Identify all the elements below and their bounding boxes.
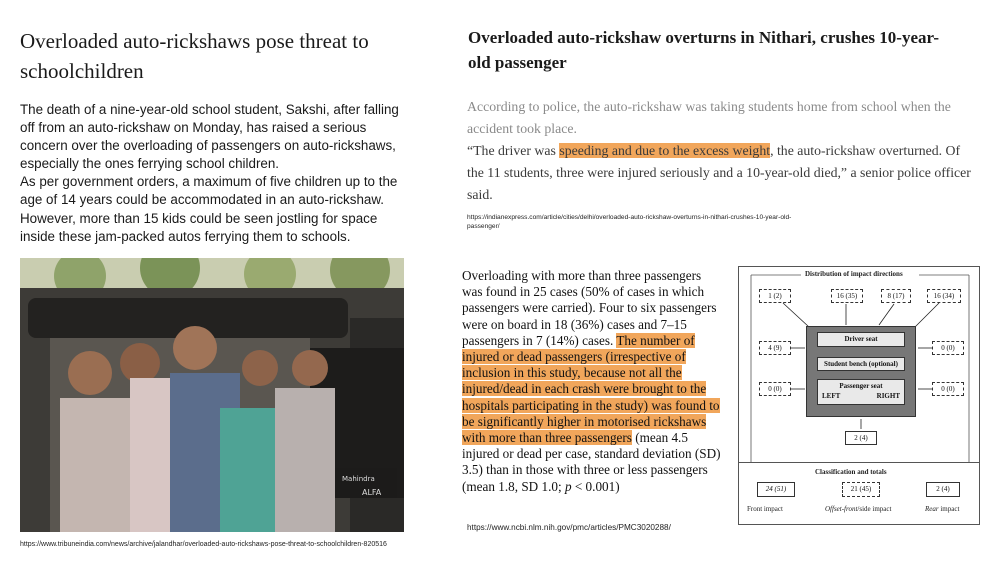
impact-box-top-2: 16 (35) [831, 289, 863, 303]
left-article-body [20, 101, 412, 246]
total-offset: 21 (45) [842, 482, 880, 497]
vehicle-outline [806, 326, 916, 417]
right-source-url[interactable]: https://indianexpress.com/article/cities/delhi/overloaded-auto-rickshaw-overturns-in-nithari-crushes-10-year-old-passenger/ [467, 214, 792, 230]
quote-block [467, 96, 977, 206]
impact-box-left-2: 0 (0) [759, 382, 791, 396]
study-highlight: The number of injured or dead passengers (irrespective of inclusion in this study, because not all the injured/dead in each crash were brought to the hospitals participating in the study) was found to be significantly higher in motorised rickshaws with more than three passengers [462, 332, 720, 446]
classification-title: Classification and totals [815, 468, 887, 476]
study-p-symbol: p [564, 478, 572, 494]
impact-box-top-3: 8 (17) [881, 289, 911, 303]
arrow-top-right [915, 303, 939, 327]
total-rear: 2 (4) [926, 482, 960, 497]
study-text-after-2: < 0.001) [571, 478, 620, 494]
study-paragraph [462, 268, 724, 495]
left-paragraph-1: The death of a nine-year-old school student, Sakshi, after falling off from an auto-rickshaw on Monday, has raised a serious concern over the overloading of passengers on auto-rickshaws, especially the ones ferrying school children. [20, 102, 399, 172]
offset-impact-label [825, 505, 891, 513]
driver-seat: Driver seat [817, 332, 905, 347]
front-impact-label: Front impact [747, 505, 783, 513]
impact-box-top-4: 16 (34) [927, 289, 961, 303]
rear-italic: Rear [925, 505, 939, 513]
impact-box-right-1: 0 (0) [932, 341, 964, 355]
diagram-divider [739, 462, 979, 463]
study-text-after-1: (mean 4.5 injured or dead per case, standard deviation (SD) 3.5) than in those with three or less passengers (mean 1.8, SD 1.0; [462, 430, 721, 494]
offset-rest: /side impact [857, 505, 892, 513]
right-headline: Overloaded auto-rickshaw overturns in Nithari, crushes 10-year-old passenger [468, 28, 940, 72]
arrow-top-2 [879, 304, 894, 325]
study-text-before: Overloading with more than three passengers was found in 25 cases (50% of cases in which passengers were carried). Four to six passengers were on board in 18 (36%) cases and 7–15 passengers in 7 (14%) cases. [462, 268, 717, 348]
impact-box-left-1: 4 (9) [759, 341, 791, 355]
impact-box-top-1: 1 (2) [759, 289, 791, 303]
rear-impact-label [925, 505, 959, 513]
offset-italic: Offset-front [825, 505, 858, 513]
arrow-top-left [783, 303, 809, 327]
student-bench: Student bench (optional) [817, 357, 905, 371]
total-front: 24 (51) [757, 482, 795, 497]
diagram-title: Distribution of impact directions [805, 270, 903, 278]
passenger-seat [817, 379, 905, 405]
rear-rest: impact [938, 505, 960, 513]
passenger-seat-label: Passenger seat [839, 382, 883, 390]
quote-paragraph [467, 140, 977, 206]
impact-box-right-2: 0 (0) [932, 382, 964, 396]
photo-plate-text-2: ALFA [362, 488, 382, 497]
study-source-url[interactable]: https://www.ncbi.nlm.nih.gov/pmc/articles/PMC3020288/ [467, 523, 671, 532]
right-label: RIGHT [876, 392, 900, 400]
impact-diagram [738, 266, 980, 525]
left-label: LEFT [822, 392, 841, 400]
quote-text-1: “The driver was [467, 143, 560, 158]
impact-box-bottom: 2 (4) [845, 431, 877, 445]
quote-highlight: speeding and due to the excess weight [559, 143, 771, 158]
auto-rickshaw-photo [20, 258, 404, 532]
left-paragraph-2: As per government orders, a maximum of five children up to the age of 14 years could be accommodated in an auto-rickshaw. However, more than 15 kids could be seen jostling for space inside these jam-packed autos ferrying them to schools. [20, 174, 398, 244]
left-headline: Overloaded auto-rickshaws pose threat to schoolchildren [20, 29, 369, 83]
photo-plate-text: Mahindra [342, 475, 375, 483]
left-source-url[interactable]: https://www.tribuneindia.com/news/archive/jalandhar/overloaded-auto-rickshaws-pose-threat-to-schoolchildren-820516 [20, 541, 387, 548]
quote-intro: According to police, the auto-rickshaw was taking students home from school when the accident took place. [467, 99, 951, 136]
seat-side-labels [818, 392, 904, 403]
quote-text-2: , the auto-rickshaw overturned. Of the 11 students, three were injured seriously and a 10-year-old died,” a senior police officer said. [467, 143, 971, 202]
